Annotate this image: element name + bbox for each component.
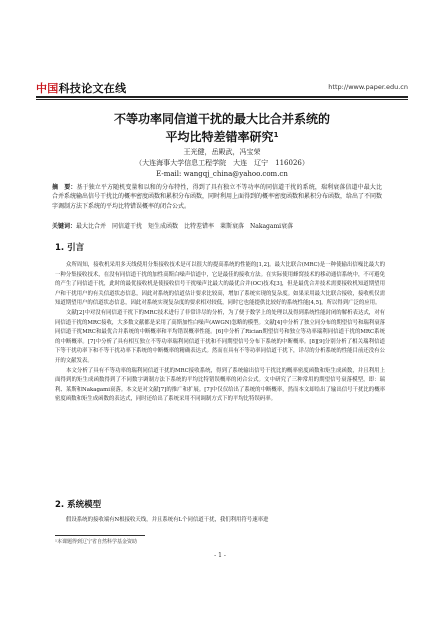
section-1-body [55,261,385,405]
paper-title [36,110,408,146]
header-rule-thin [36,99,408,100]
intro-paragraph-1: 众所周知，接收机采用多天线使用分集接收技术是可以很大的提高系统的性能的[1,2]。最大比联合(MRC)是一种使输出信噪比最大的一种分集接收技术，在没有同信道干扰的加性高斯白噪声信道中，它是最佳的接收方法。在实际使用蜂窝技术的移动通信系统中，不可避免的产生了同信道干扰，此时的最优接收机是使接收信号干扰噪声比最大的最优合并(OC)技术[3]，但是最优合并技术需要接收机知道期望用户和干扰用户的有关信道状态信息，因此对系统的信道估计要求比较高，增加了系统实现的复杂度。如果采用最大比联合接收，接收机仅需知道期望用户的信道状态信息，因此对系统实现复杂度的要求相对较低，同时它也能提供比较好的系统性能[4,5]，所以得到广泛的应用。 [55,262,385,307]
site-logo[interactable] [36,80,126,96]
abstract [52,183,382,211]
page-number: - 1 - [214,552,226,559]
section-1-heading: 1. 引言 [55,243,85,253]
title-footnote-mark[interactable]: 1 [273,131,279,139]
abstract-text: 基于独立平方随机变量和以和的分布特性，得到了具有独立不等功率的同信道干扰的系统，瑞利衰落信道中最大比合并系统输出信号干扰比的概率密度函数和累积分布函数，同时利用上面得到的概率密度函数和累积分布函数，给出了不同数字调制方法下系统的平均比特错误概率的闭合公式。 [52,184,383,210]
footnote: ¹本课题得到辽宁省自然科学基金资助 [55,539,138,545]
header-rule-thick [36,96,408,98]
logo-red-text: 中国 [36,82,59,95]
title-line-2-text: 平均比特差错率研究 [165,130,274,144]
keywords [52,222,382,231]
keywords-label: 关键词： [52,223,77,230]
header-url[interactable]: http://www.paper.edu.cn [328,83,408,91]
author-affiliation: （大连海事大学信息工程学院 大连 辽宁 116026） [135,159,309,167]
intro-paragraph-3: 本文分析了具有不等功率的瑞利同信道干扰的MRC接收系统，得到了系统输出信号干扰比的概率密度函数和矩生成函数，并且利用上面得到的矩生成函数得到了不同数字调制方法下系统的平均比特错误概率的闭合公式。文中研究了三种常用的期望信号衰落模型，即：瑞利、莱斯和Nakagami衰落。本文是对文献[7]的推广和扩展。[7]中仅仅给出了系统的中断概率，然而本文却给出了输出信号干扰比的概率密度函数和矩生成函数的表达式，同时还给出了系统采用不同调制方式下的平均比特误码率。 [55,367,385,403]
page-header [36,80,408,104]
author-block [36,147,408,180]
keywords-text: 最大比合并 同信道干扰 矩生成函数 比特差错率 莱斯衰落 Nakagami衰落 [76,223,294,230]
title-line-2 [36,128,408,146]
abstract-label: 摘 要： [52,184,77,191]
intro-paragraph-2: 文献[2]中对没有同信道干扰下的MRC技术进行了非常详尽的分析，为了便于数学上的处理以及得到系统性能封闭的解析表达式，对有同信道干扰的MRC接收，大多数文献都是采用了高斯加性白噪声(AWGN)忽略的模型。文献[4]中分析了独立同分布的期望信号和瑞利衰落同信道干扰MRC和最优合并系统的中断概率和平均错误概率性能。[6]中分析了Rician期望信号和独立等功率瑞利同信道干扰的MRC系统的中断概率。[7]中分析了具有相互独立不等功率瑞利同信道干扰和不同期望信号分布下系统的中断概率。[8][9]分别分析了相关瑞利信道下等干扰功率下和不等干扰功率下系统的中断概率的精确表达式。然而在具有不等功率同信道干扰下，详尽的分析系统的性能目前还没有公开的文献发表。 [55,309,385,364]
author-email[interactable]: E-mail: wangqj_china@yahoo.com.cn [156,170,288,178]
section-2-body: 假设系统的接收端有N根接收天线，并且系统有L个同信道干扰，我们利用符号速率进 [66,517,269,523]
section-2-heading: 2. 系统模型 [55,500,102,510]
logo-black-text: 科技论文在线 [58,82,127,95]
title-line-1: 不等功率同信道干扰的最大比合并系统的 [113,112,330,126]
footnote-rule [55,535,145,536]
author-names: 王光健，岳殿武，冯宝荣 [183,148,261,156]
